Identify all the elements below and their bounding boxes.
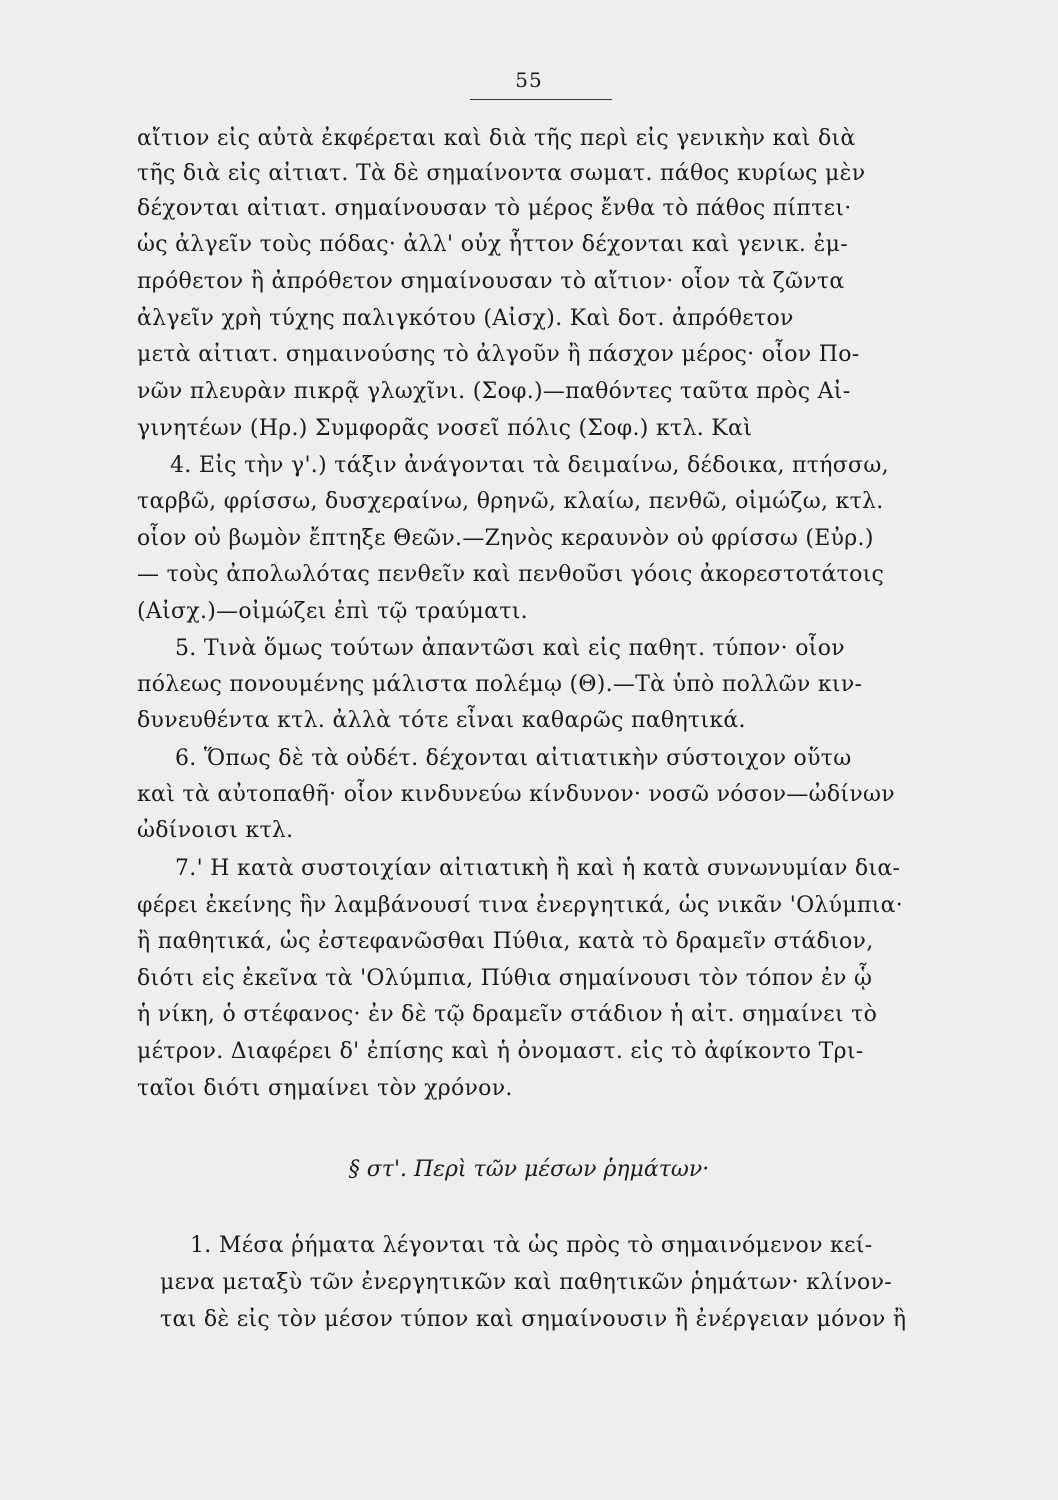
text-line: μέτρον. Διαφέρει δ' ἐπίσης καὶ ἡ ὀνομαστ. εἰς τὸ ἀφίκοντο Τρι- [137, 1039, 864, 1064]
text-line: 4. Εἰς τὴν γ'.) τάξιν ἀνάγονται τὰ δειμαίνω, δέδοικα, πτήσσω, [170, 453, 889, 478]
text-line: δυνευθέντα κτλ. ἀλλὰ τότε εἶναι καθαρῶς παθητικά. [137, 708, 746, 733]
text-line: γινητέων (Ηρ.) Συμφορᾶς νοσεῖ πόλις (Σοφ.) κτλ. Καὶ [137, 416, 753, 441]
text-line: πρόθετον ἢ ἀπρόθετον σημαίνουσαν τὸ αἴτιον· οἷον τὰ ζῶντα [137, 269, 845, 294]
text-line: ὡς ἀλγεῖν τοὺς πόδας· ἀλλ' οὐχ ἧττον δέχονται καὶ γενικ. ἐμ- [137, 232, 848, 257]
text-line: αἴτιον εἰς αὐτὰ ἐκφέρεται καὶ διὰ τῆς περὶ εἰς γενικὴν καὶ διὰ [137, 126, 856, 151]
text-line: ἡ νίκη, ὁ στέφανος· ἐν δὲ τῷ δραμεῖν στάδιον ἡ αἰτ. σημαίνει τὸ [137, 1002, 878, 1027]
text-line: δέχονται αἰτιατ. σημαίνουσαν τὸ μέρος ἔνθα τὸ πάθος πίπτει· [137, 196, 852, 221]
section-heading: § στ'. Περὶ τῶν μέσων ῥημάτων· [348, 1157, 710, 1182]
page-number-rule [470, 99, 612, 100]
text-line: μενα μεταξὺ τῶν ἐνεργητικῶν καὶ παθητικῶν ῥημάτων· κλίνον- [160, 1270, 893, 1295]
text-line: ται δὲ εἰς τὸν μέσον τύπον καὶ σημαίνουσιν ἢ ἐνέργειαν μόνον ἢ [160, 1307, 907, 1332]
text-line: πόλεως πονουμένης μάλιστα πολέμῳ (Θ).—Τὰ ὑπὸ πολλῶν κιν- [137, 672, 863, 697]
text-line: 1. Μέσα ῥήματα λέγονται τὰ ὡς πρὸς τὸ σημαινόμενον κεί- [190, 1233, 873, 1258]
text-line: ταῖοι διότι σημαίνει τὸν χρόνον. [137, 1076, 513, 1101]
text-line: ταρβῶ, φρίσσω, δυσχεραίνω, θρηνῶ, κλαίω, πενθῶ, οἰμώζω, κτλ. [137, 489, 884, 514]
page-number: 55 [515, 68, 543, 92]
text-line: — τοὺς ἀπολωλότας πενθεῖν καὶ πενθοῦσι γόοις ἀκορεστοτάτοις [137, 562, 885, 587]
text-line: (Αἰσχ.)—οἰμώζει ἐπὶ τῷ τραύματι. [137, 599, 528, 624]
text-line: ὠδίνοισι κτλ. [137, 818, 294, 843]
text-line: φέρει ἐκείνης ἣν λαμβάνουσί τινα ἐνεργητικά, ὡς νικᾶν 'Ολύμπια· [137, 893, 904, 918]
text-line: διότι εἰς ἐκεῖνα τὰ 'Ολύμπια, Πύθια σημαίνουσι τὸν τόπον ἐν ᾧ [137, 966, 873, 991]
text-line: τῆς διὰ εἰς αἰτιατ. Τὰ δὲ σημαίνοντα σωματ. πάθος κυρίως μὲν [137, 161, 866, 186]
text-line: 7.' Η κατὰ συστοιχίαν αἰτιατικὴ ἢ καὶ ἡ κατὰ συνωνυμίαν δια- [175, 856, 901, 881]
text-line: ἢ παθητικά, ὡς ἐστεφανῶσθαι Πύθια, κατὰ τὸ δραμεῖν στάδιον, [137, 929, 874, 954]
text-line: οἷον οὐ βωμὸν ἔπτηξε Θεῶν.—Ζηνὸς κεραυνὸν οὐ φρίσσω (Εὐρ.) [137, 526, 874, 551]
text-line: 6. Ὅπως δὲ τὰ οὐδέτ. δέχονται αἰτιατικὴν σύστοιχον οὕτω [175, 746, 852, 771]
text-line: ἀλγεῖν χρὴ τύχης παλιγκότου (Αἰσχ). Καὶ δοτ. ἀπρόθετον [137, 306, 794, 331]
text-line: 5. Τινὰ ὅμως τούτων ἀπαντῶσι καὶ εἰς παθητ. τύπον· οἷον [175, 636, 845, 661]
text-line: μετὰ αἰτιατ. σημαινούσης τὸ ἀλγοῦν ἢ πάσχον μέρος· οἷον Πο- [137, 342, 860, 367]
text-line: καὶ τὰ αὐτοπαθῆ· οἷον κινδυνεύω κίνδυνον· νοσῶ νόσον—ὠδίνων [137, 782, 895, 807]
text-line: νῶν πλευρὰν πικρᾷ γλωχῖνι. (Σοφ.)—παθόντες ταῦτα πρὸς Αἰ- [137, 379, 851, 404]
